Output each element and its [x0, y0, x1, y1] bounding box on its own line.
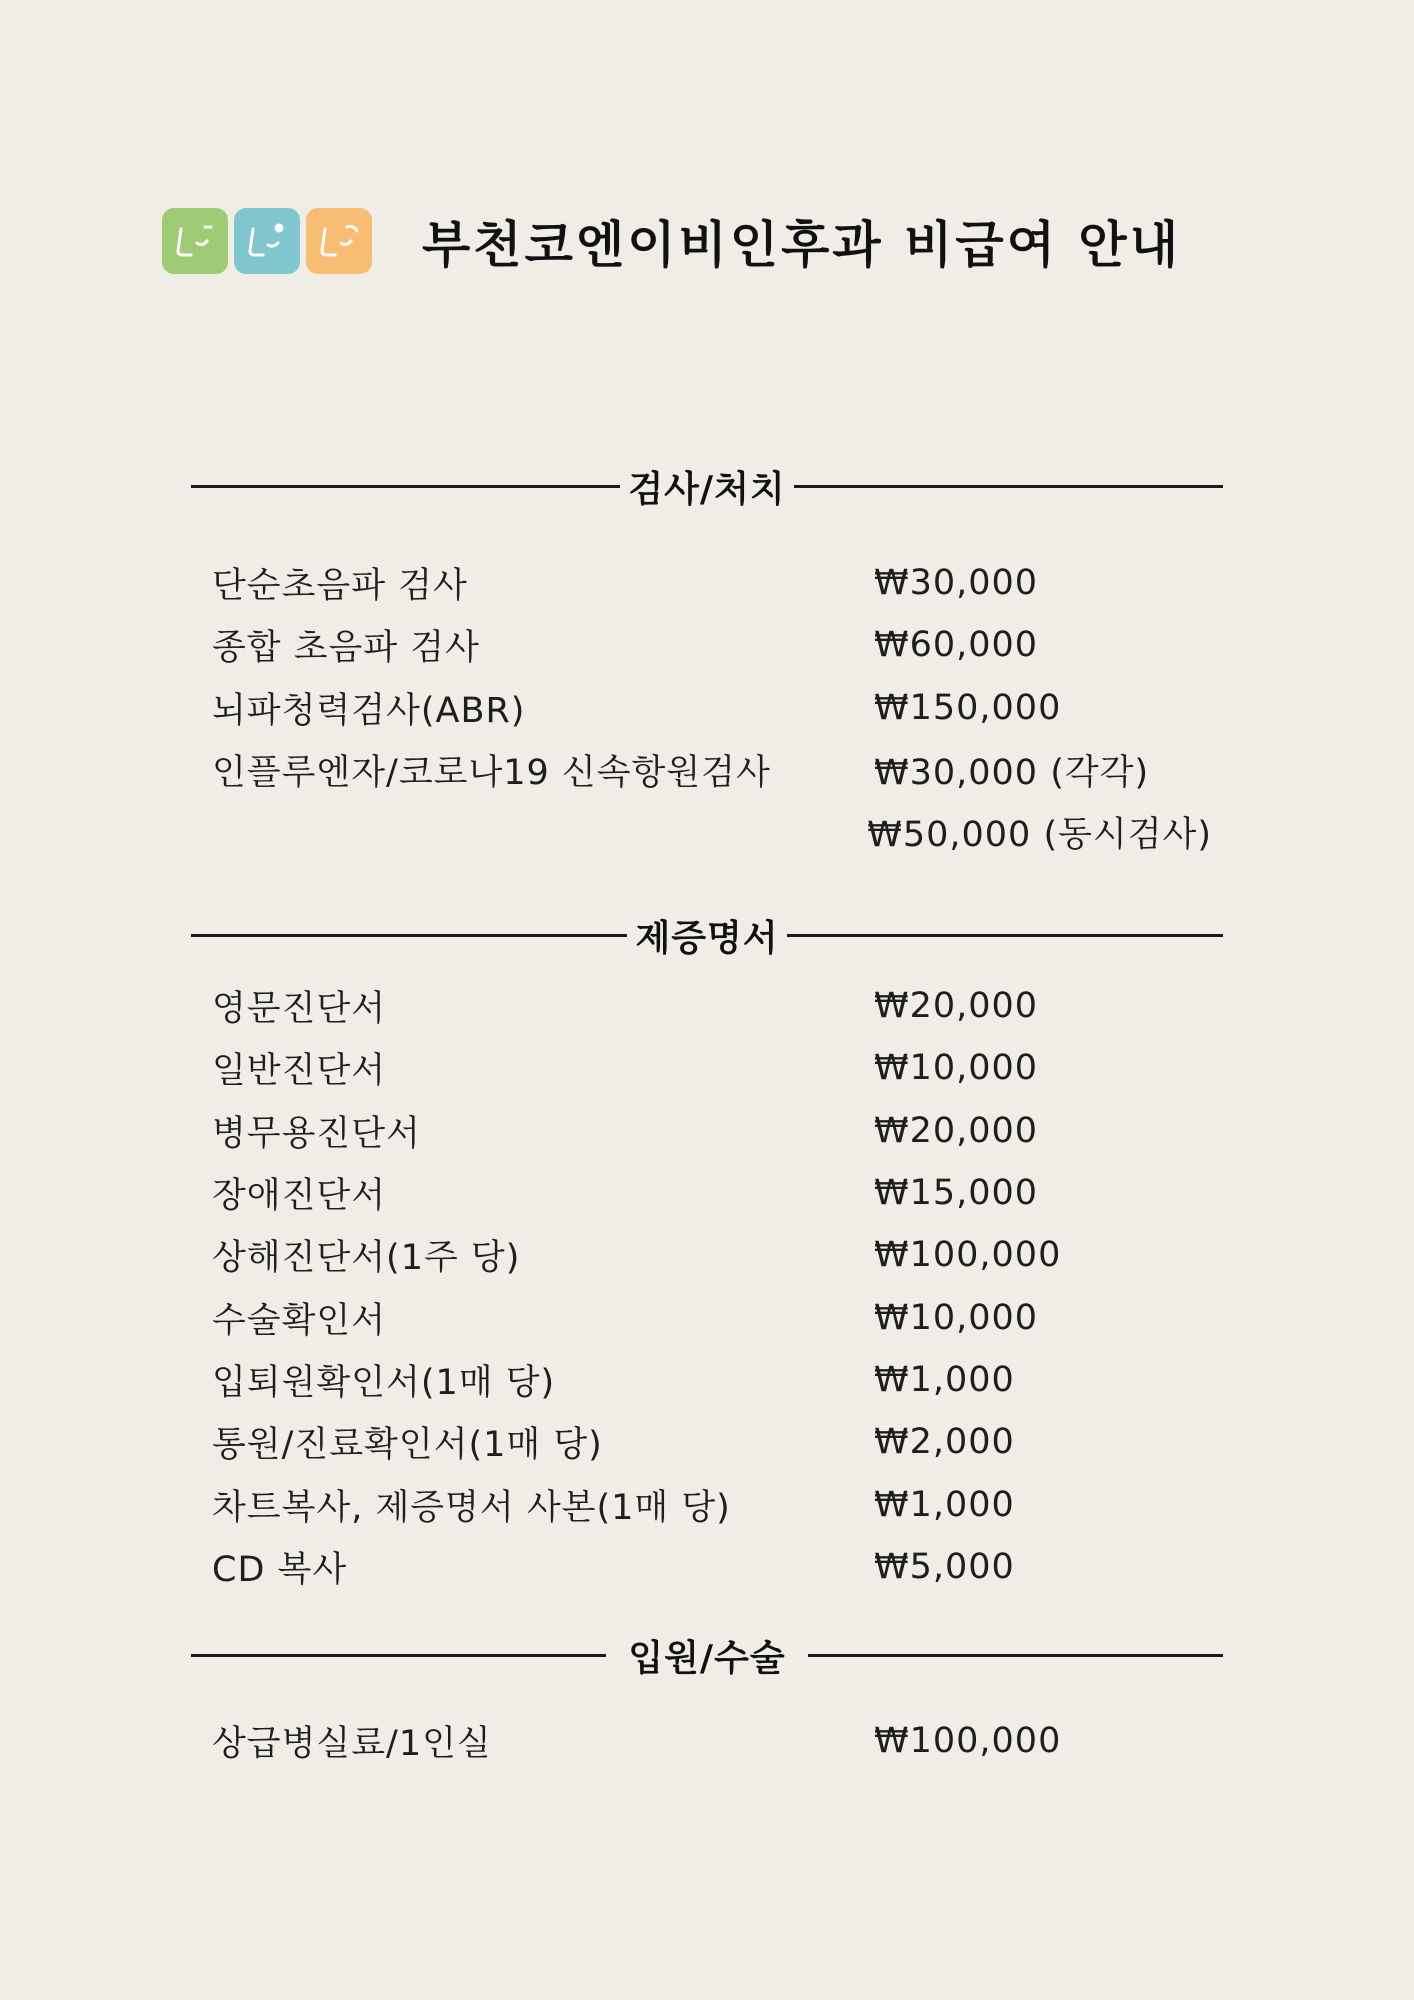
- item-name: 일반진단서: [212, 1051, 387, 1092]
- divider: [794, 485, 1223, 488]
- divider: [191, 485, 620, 488]
- item-name: 인플루엔자/코로나19 신속항원검사: [212, 753, 771, 794]
- item-price: ₩50,000 (동시검사): [867, 815, 1212, 856]
- price-row: [212, 1224, 1212, 1286]
- price-row: [212, 1162, 1212, 1224]
- item-name: 상해진단서(1주 당): [212, 1238, 521, 1279]
- item-name: 수술확인서: [212, 1300, 387, 1341]
- item-price: ₩100,000: [874, 1235, 1062, 1276]
- section-heading: [191, 910, 1223, 961]
- price-row: [212, 1037, 1212, 1099]
- page-title: 부천코엔이비인후과 비급여 안내: [422, 216, 1182, 274]
- item-name: 차트복사, 제증명서 사본(1매 당): [212, 1487, 731, 1528]
- logo-tile: [234, 208, 300, 274]
- item-price: ₩10,000: [874, 1297, 1039, 1338]
- section-title: 입원/수술: [628, 1638, 786, 1679]
- item-name: 병무용진단서: [212, 1113, 421, 1154]
- item-price: ₩5,000: [874, 1546, 1015, 1587]
- price-row: [212, 1536, 1212, 1598]
- item-price: ₩30,000 (각각): [874, 753, 1150, 794]
- item-name: 뇌파청력검사(ABR): [212, 690, 526, 731]
- item-price: ₩20,000: [874, 986, 1039, 1027]
- price-row: [212, 677, 1212, 739]
- divider: [787, 934, 1223, 937]
- section-title: 검사/처치: [628, 469, 786, 510]
- price-list: [212, 552, 1212, 863]
- price-row: [212, 1349, 1212, 1411]
- item-name: 상급병실료/1인실: [212, 1724, 492, 1765]
- price-list: [212, 975, 1212, 1598]
- divider: [191, 1654, 606, 1657]
- item-name: 종합 초음파 검사: [212, 628, 480, 669]
- item-name: 통원/진료확인서(1매 당): [212, 1425, 603, 1466]
- item-price: ₩100,000: [874, 1721, 1062, 1762]
- item-name: 입퇴원확인서(1매 당): [212, 1362, 556, 1403]
- price-row: [212, 739, 1212, 801]
- face-profile-icon: [169, 215, 221, 267]
- item-price: ₩20,000: [874, 1110, 1039, 1151]
- price-row: [212, 1286, 1212, 1348]
- price-row: [212, 975, 1212, 1037]
- price-row: [212, 1710, 1212, 1772]
- logo-tile: [162, 208, 228, 274]
- price-row: [212, 1473, 1212, 1535]
- item-name: CD 복사: [212, 1549, 348, 1590]
- price-row: [212, 1411, 1212, 1473]
- divider: [808, 1654, 1223, 1657]
- header: [162, 205, 1181, 277]
- item-price: ₩30,000: [874, 563, 1039, 604]
- item-name: 장애진단서: [212, 1176, 387, 1217]
- divider: [191, 934, 627, 937]
- price-row: [212, 801, 1212, 863]
- section-title: 제증명서: [635, 918, 779, 959]
- item-name: 영문진단서: [212, 989, 387, 1030]
- item-price: ₩15,000: [874, 1173, 1039, 1214]
- item-price: ₩1,000: [874, 1359, 1015, 1400]
- item-price: ₩1,000: [874, 1484, 1015, 1525]
- item-price: ₩2,000: [874, 1422, 1015, 1463]
- price-row: [212, 1100, 1212, 1162]
- logo-tile: [306, 208, 372, 274]
- face-profile-icon: [313, 215, 365, 267]
- clinic-logo: [162, 208, 372, 274]
- section-heading: [191, 461, 1223, 512]
- item-name: 단순초음파 검사: [212, 566, 468, 607]
- section-heading: [191, 1630, 1223, 1681]
- item-price: ₩150,000: [874, 687, 1062, 728]
- price-row: [212, 552, 1212, 614]
- item-price: ₩60,000: [874, 625, 1039, 666]
- price-list: [212, 1710, 1212, 1772]
- item-price: ₩10,000: [874, 1048, 1039, 1089]
- face-profile-icon: [241, 215, 293, 267]
- price-row: [212, 614, 1212, 676]
